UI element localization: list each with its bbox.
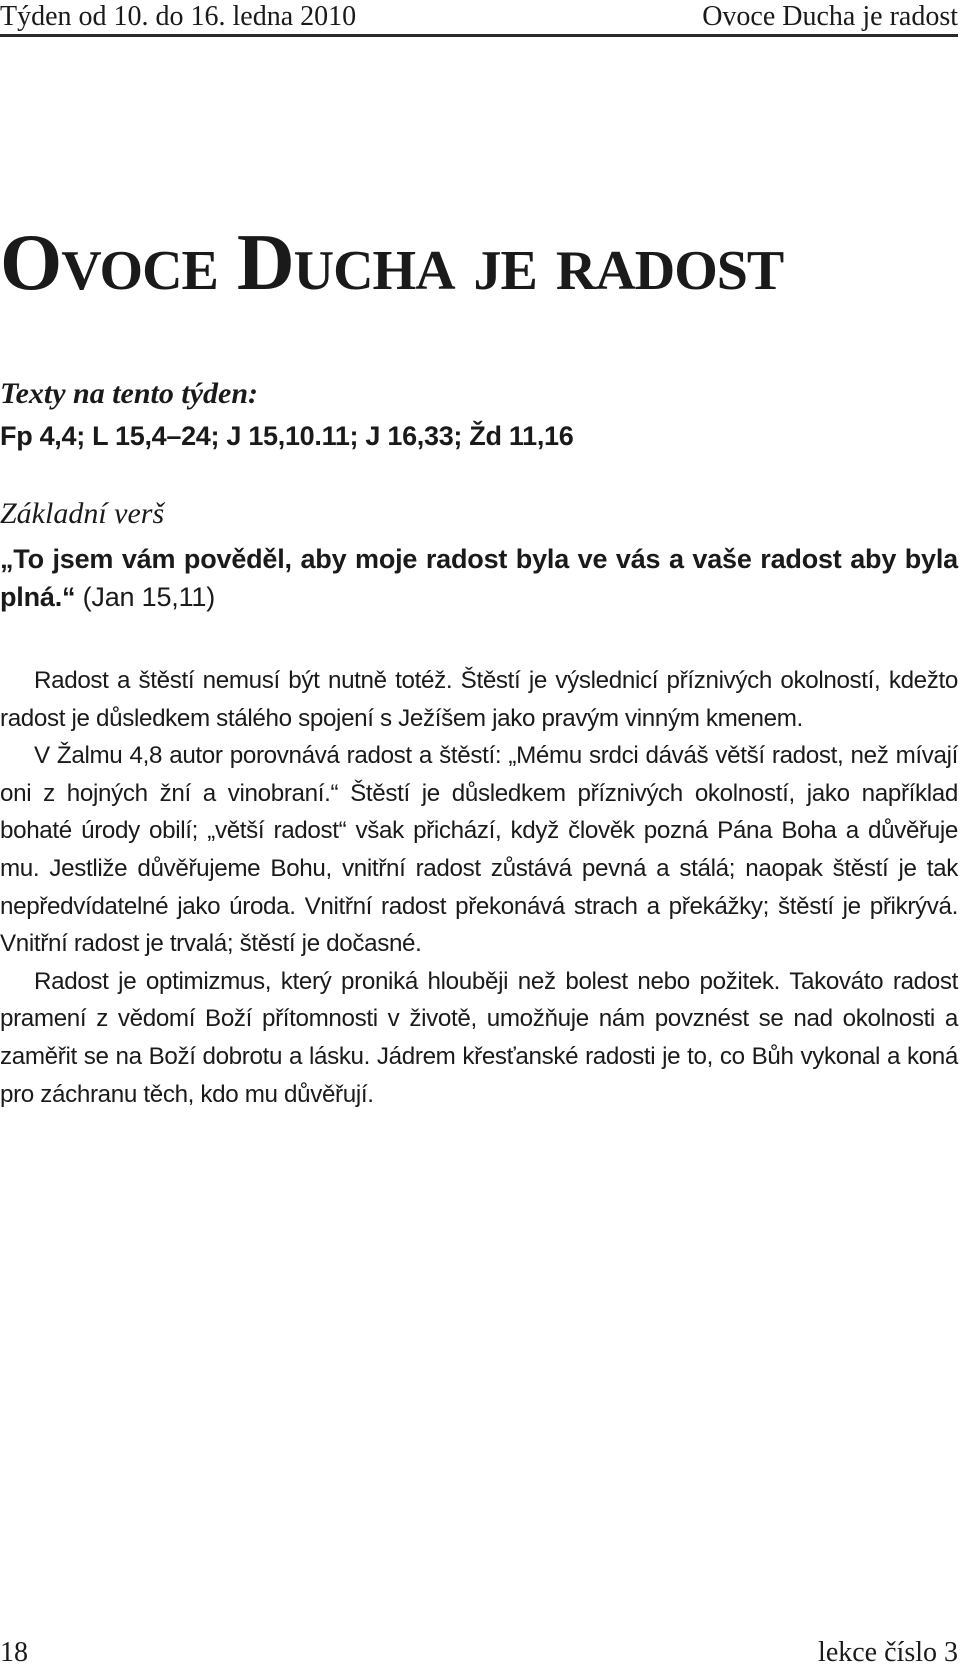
- body-paragraph: Radost je optimizmus, který proniká hlouběji než bolest nebo požitek. Takováto radost pramení z vědomí Boží přítomnosti v životě, umožňuje nám povznést se nad okolnosti a zaměřit se na Boží dobrotu a lásku. Jádrem křesťanské radosti je to, co Bůh vykonal a koná pro záchranu těch, kdo mu důvěřují.: [0, 967, 958, 1108]
- page-number: 18: [0, 1637, 28, 1668]
- lesson-title: Ovoce Ducha je radost: [0, 219, 784, 307]
- body-text: [0, 662, 958, 1113]
- header-topic: Ovoce Ducha je radost: [702, 1, 958, 32]
- memory-verse-label: Základní verš: [0, 497, 165, 530]
- texts-references: Fp 4,4; L 15,4–24; J 15,10.11; J 16,33; Žd 11,16: [0, 421, 574, 451]
- running-header: [0, 0, 958, 37]
- memory-verse-text: „To jsem vám pověděl, aby moje radost byla ve vás a vaše radost aby byla plná.“: [0, 544, 958, 612]
- body-paragraph: Radost a štěstí nemusí být nutně totéž. Štěstí je výslednicí příznivých okolností, kdežto radost je důsledkem stálého spojení s Ježíšem jako pravým vinným kmenem.: [0, 667, 958, 732]
- header-week: Týden od 10. do 16. ledna 2010: [0, 1, 357, 32]
- memory-verse-reference: (Jan 15,11): [82, 582, 216, 612]
- memory-verse: [0, 540, 958, 616]
- texts-label: Texty na tento týden:: [0, 377, 259, 410]
- body-paragraph: V Žalmu 4,8 autor porovnává radost a štěstí: „Mému srdci dáváš větší radost, než mívají oni z hojných žní a vinobraní.“ Štěstí je důsledkem příznivých okolností, jako například bohaté úrody obilí; „větší radost“ však přichází, když člověk pozná Pána Boha a důvěřuje mu. Jestliže důvěřujeme Bohu, vnitřní radost zůstává pevná a stálá; naopak štěstí je tak nepředvídatelné jako úroda. Vnitřní radost překonává strach a překážky; štěstí je přikrývá. Vnitřní radost je trvalá; štěstí je dočasné.: [0, 742, 958, 958]
- footer-lesson-number: lekce číslo 3: [818, 1637, 958, 1668]
